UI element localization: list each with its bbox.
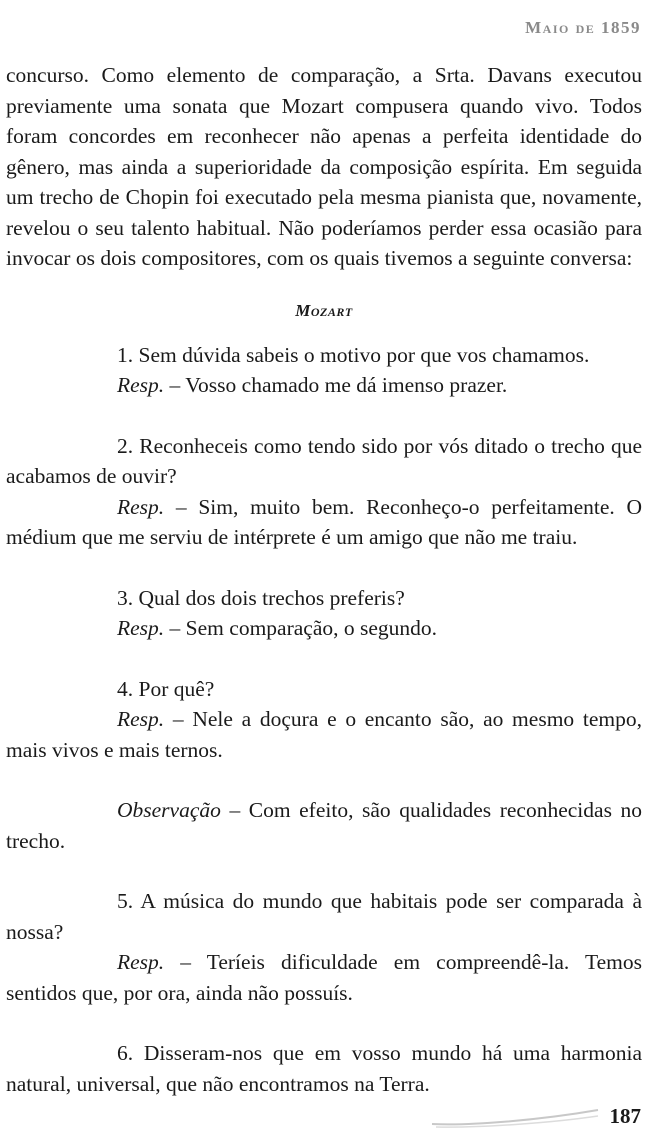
section-title: Mozart bbox=[295, 300, 353, 320]
resp-label: Resp. bbox=[117, 494, 165, 519]
answer-text: – Teríeis dificuldade em compreendê-la. Temos sentidos que, por ora, ainda não possuís. bbox=[6, 950, 642, 1005]
answer-4 bbox=[6, 704, 642, 765]
answer-text: – Nele a doçura e o encanto são, ao mesmo tempo, mais vivos e mais ternos. bbox=[6, 707, 642, 762]
answer-3 bbox=[6, 613, 642, 644]
answer-text: – Sim, muito bem. Reconheço-o perfeitamente. O médium que me serviu de intérprete é um amigo que não me traiu. bbox=[6, 494, 642, 549]
answer-text: – Vosso chamado me dá imenso prazer. bbox=[164, 373, 508, 397]
intro-paragraph: concurso. Como elemento de comparação, a Srta. Davans executou previamente uma sonata que Mozart compusera quando vivo. Todos foram concordes em reconhecer não apenas a perfeita identidade do gênero, mas ainda a superioridade da composição espírita. Em seguida um trecho de Chopin foi executado pela mesma pianista que, novamente, revelou o seu talento habitual. Não poderíamos perder essa ocasião para invocar os dois compositores, com os quais tivemos a seguinte conversa: bbox=[6, 63, 642, 270]
question-3: 3. Qual dos dois trechos preferis? bbox=[117, 585, 405, 610]
question-4: 4. Por quê? bbox=[117, 676, 215, 701]
page-number: 187 bbox=[609, 1104, 641, 1128]
resp-label: Resp. bbox=[117, 950, 165, 974]
answer-text: – Sem comparação, o segundo. bbox=[164, 616, 438, 640]
observation-text: – Com efeito, são qualidades reconhecidas no trecho. bbox=[6, 798, 642, 853]
body-text bbox=[6, 60, 642, 1099]
answer-1 bbox=[6, 370, 642, 401]
question-2: 2. Reconheceis como tendo sido por vós ditado o trecho que acabamos de ouvir? bbox=[6, 433, 642, 488]
footer-swoosh-ornament bbox=[430, 1104, 600, 1128]
resp-label: Resp. bbox=[117, 373, 165, 397]
resp-label: Resp. bbox=[117, 707, 165, 731]
observation-label: Observação bbox=[117, 798, 221, 822]
observation bbox=[6, 795, 642, 856]
question-6: 6. Disseram-nos que em vosso mundo há uma harmonia natural, universal, que não encontramos na Terra. bbox=[6, 1041, 642, 1096]
question-1: 1. Sem dúvida sabeis o motivo por que vos chamamos. bbox=[117, 342, 590, 367]
answer-2 bbox=[6, 492, 642, 553]
question-5: 5. A música do mundo que habitais pode ser comparada à nossa? bbox=[6, 889, 642, 944]
resp-label: Resp. bbox=[117, 616, 165, 640]
answer-5 bbox=[6, 947, 642, 1008]
running-header: Maio de 1859 bbox=[525, 18, 641, 37]
